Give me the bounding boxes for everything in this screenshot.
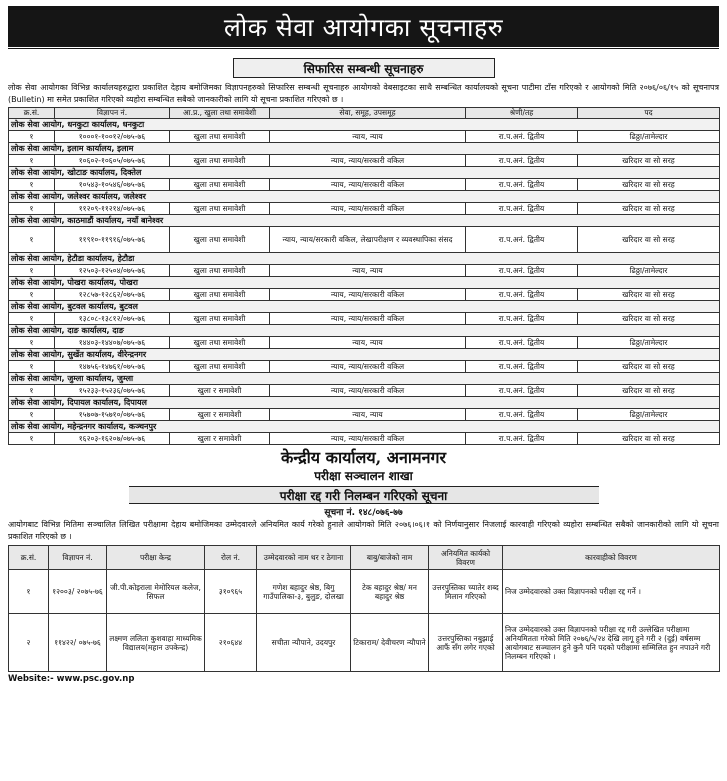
office-name: लोक सेवा आयोग, खोटाङ कार्यालय, दिक्तेल <box>9 167 720 179</box>
table-row <box>9 313 720 325</box>
table-cell: १ <box>9 227 55 253</box>
recommendation-intro: लोक सेवा आयोगका विभिन्न कार्यालयहरुद्वारा प्रकाशित देहाय बमोजिमका विज्ञापनहरुको सिफारिस सम्बन्धी सूचनाहरु आयोगको वेबसाइटका साथै सम्बन्धित कार्यालयको सूचना पाटीमा टाँस गरिएको र आयोगको मिति २०७६/०६/१५ को सूचनापत्र (Bulletin) मा समेत प्रकाशित गरिएको व्यहोरा सम्बन्धित सबैको जानकारीको लागि यो सूचना प्रकाशित गरिएको छ । <box>8 83 719 104</box>
table-cell: न्याय, न्याय <box>270 131 466 143</box>
recommendation-table <box>8 107 720 445</box>
table-row <box>9 203 720 215</box>
office-row <box>9 421 720 433</box>
notice-number: सूचना नं. १४८/०७६-७७ <box>324 508 403 518</box>
table-cell: टिकाराम/ देवीचरण न्यौपाने <box>351 614 429 672</box>
table-cell: २१०६४४ <box>205 614 257 672</box>
header-cell: कारवाहीको विवरण <box>503 546 720 570</box>
table-row <box>9 131 720 143</box>
table-cell: १०६०२-१०६०५/०७५-७६ <box>55 155 170 167</box>
banner-title: लोक सेवा आयोगका सूचनाहरु <box>8 6 719 50</box>
office-name: लोक सेवा आयोग, दाङ कार्यालय, दाङ <box>9 325 720 337</box>
branch-title: परीक्षा सञ्चालन शाखा <box>314 469 413 483</box>
table-cell: रा.प.अनं. द्वितीय <box>466 131 578 143</box>
table-cell: खुला तथा समावेशी <box>170 313 270 325</box>
table-cell: खरिदार वा सो सरह <box>578 155 720 167</box>
header-cell: क्र.सं. <box>9 546 49 570</box>
table-cell: न्याय, न्याय/सरकारी वकिल <box>270 179 466 191</box>
table-cell: उत्तरपुस्तिका च्यातेर शब्द मिलान गरिएको <box>429 570 503 614</box>
table-cell: उत्तरपुस्तिका नबुझाई आफैं सँग लगेर गएको <box>429 614 503 672</box>
table-cell: खरिदार वा सो सरह <box>578 385 720 397</box>
table-cell: जी.पी.कोइराला मेमोरियल कलेज, सिफल <box>107 570 205 614</box>
table-row <box>9 570 720 614</box>
office-row <box>9 277 720 289</box>
table-cell: १४७५६-१४७६१/०७५-७६ <box>55 361 170 373</box>
table-cell: टेक बहादुर श्रेष्ठ/ मन बहादुर श्रेष्ठ <box>351 570 429 614</box>
table-cell: १२००३/ २०७५-७६ <box>49 570 107 614</box>
office-row <box>9 373 720 385</box>
table-cell: ११२०९-११२१४/०७५-७६ <box>55 203 170 215</box>
table-cell: २ <box>9 614 49 672</box>
table-cell: रा.प.अनं. द्वितीय <box>466 155 578 167</box>
office-name: लोक सेवा आयोग, हेटौडा कार्यालय, हेटौडा <box>9 253 720 265</box>
table-cell: ढिठ्ठा/तामेल्दार <box>578 337 720 349</box>
recommendation-table-header <box>9 108 720 119</box>
table-cell: खुला र समावेशी <box>170 385 270 397</box>
table-cell: १ <box>9 179 55 191</box>
office-name: लोक सेवा आयोग, दिपायल कार्यालय, दिपायल <box>9 397 720 409</box>
table-cell: रा.प.अनं. द्वितीय <box>466 385 578 397</box>
table-cell: १ <box>9 409 55 421</box>
table-cell: खुला तथा समावेशी <box>170 337 270 349</box>
table-cell: सचीता न्यौपाने, उदयपुर <box>257 614 351 672</box>
suspension-table-header <box>9 546 720 570</box>
table-cell: १ <box>9 570 49 614</box>
table-cell: १ <box>9 361 55 373</box>
table-cell: खरिदार वा सो सरह <box>578 289 720 301</box>
table-row <box>9 409 720 421</box>
table-cell: रा.प.अनं. द्वितीय <box>466 409 578 421</box>
table-cell: १ <box>9 385 55 397</box>
table-row <box>9 289 720 301</box>
office-name: लोक सेवा आयोग, महेन्द्रनगर कार्यालय, कञ्चनपुर <box>9 421 720 433</box>
table-cell: १ <box>9 289 55 301</box>
office-name: लोक सेवा आयोग, काठमाडौं कार्यालय, नयाँ बानेश्वर <box>9 215 720 227</box>
office-row <box>9 349 720 361</box>
table-cell: निज उम्मेदवारको उक्त विज्ञापनको परीक्षा रद्द गर्ने । <box>503 570 720 614</box>
office-row <box>9 397 720 409</box>
table-cell: न्याय, न्याय/सरकारी वकिल <box>270 385 466 397</box>
office-name: लोक सेवा आयोग, पोखरा कार्यालय, पोखरा <box>9 277 720 289</box>
table-cell: खुला तथा समावेशी <box>170 361 270 373</box>
table-row <box>9 227 720 253</box>
table-cell: १३८०८-१३८१२/०७५-७६ <box>55 313 170 325</box>
table-cell: खुला र समावेशी <box>170 433 270 445</box>
suspension-table <box>8 545 720 672</box>
table-cell: १५२३३-१५२३६/०७५-७६ <box>55 385 170 397</box>
table-row <box>9 265 720 277</box>
table-cell: खुला तथा समावेशी <box>170 179 270 191</box>
header-cell: श्रेणी/तह <box>466 108 578 119</box>
header-cell: बाबु/बाजेको नाम <box>351 546 429 570</box>
office-name: लोक सेवा आयोग, जुम्ला कार्यालय, जुम्ला <box>9 373 720 385</box>
table-cell: खरिदार वा सो सरह <box>578 361 720 373</box>
table-cell: न्याय, न्याय <box>270 337 466 349</box>
table-cell: ११४२२/ ०७५-७६ <box>49 614 107 672</box>
header-cell: रोल नं. <box>205 546 257 570</box>
header-cell: क्र.सं. <box>9 108 55 119</box>
office-row <box>9 167 720 179</box>
table-cell: रा.प.अनं. द्वितीय <box>466 337 578 349</box>
table-cell: खुला तथा समावेशी <box>170 203 270 215</box>
table-cell: १२८५७-१२८६२/०७५-७६ <box>55 289 170 301</box>
table-cell: १ <box>9 337 55 349</box>
table-cell: १४४०३-१४४०७/०७५-७६ <box>55 337 170 349</box>
table-cell: न्याय, न्याय <box>270 265 466 277</box>
table-row <box>9 614 720 672</box>
table-cell: न्याय, न्याय/सरकारी वकिल <box>270 361 466 373</box>
table-cell: खुला तथा समावेशी <box>170 227 270 253</box>
website-url: Website:- www.psc.gov.np <box>8 674 135 684</box>
table-row <box>9 179 720 191</box>
header-cell: अनियमित कार्यको विवरण <box>429 546 503 570</box>
table-cell: निज उम्मेदवारको उक्त विज्ञापनको परीक्षा रद्द गरी उल्लेखित परीक्षामा अनियमितता गरेको मिति २०७६/५/२४ देखि लागू हुने गरी २ (दुई) वर्षसम्म आयोगबाट सञ्चालन हुने कुनै पनि पदको परीक्षामा सम्मिलित हुन नपाउने गरी निलम्बन गरिएको । <box>503 614 720 672</box>
office-name: लोक सेवा आयोग, सुर्खेत कार्यालय, वीरेन्द्रनगर <box>9 349 720 361</box>
table-cell: खुला र समावेशी <box>170 409 270 421</box>
table-row <box>9 155 720 167</box>
table-cell: खरिदार वा सो सरह <box>578 433 720 445</box>
table-cell: न्याय, न्याय/सरकारी वकिल <box>270 433 466 445</box>
table-cell: १ <box>9 131 55 143</box>
header-cell: विज्ञापन नं. <box>55 108 170 119</box>
table-cell: रा.प.अनं. द्वितीय <box>466 361 578 373</box>
table-cell: रा.प.अनं. द्वितीय <box>466 179 578 191</box>
table-cell: रा.प.अनं. द्वितीय <box>466 313 578 325</box>
table-cell: ढिठ्ठा/तामेल्दार <box>578 409 720 421</box>
table-cell: खरिदार वा सो सरह <box>578 179 720 191</box>
table-cell: खुला तथा समावेशी <box>170 131 270 143</box>
table-cell: न्याय, न्याय/सरकारी वकिल <box>270 155 466 167</box>
table-cell: ढिठ्ठा/तामेल्दार <box>578 131 720 143</box>
table-cell: १०५४३-१०५४६/०७५-७६ <box>55 179 170 191</box>
table-cell: १५७०७-१५७१०/०७५-७६ <box>55 409 170 421</box>
suspension-intro: आयोगबाट विभिन्न मितिमा सञ्चालित लिखित परीक्षामा देहाय बमोजिमका उम्मेदवारले अनियमित कार्य गरेको हुनाले आयोगको मिति २०७६।०६।१ को निर्णयानुसार निजलाई कारवाही गरिएको व्यहोरा सम्बन्धित सबैको जानकारीको लागि यो सूचना प्रकाशित गरिएको छ । <box>8 520 719 541</box>
office-row <box>9 215 720 227</box>
central-office-title: केन्द्रीय कार्यालय, अनामनगर <box>280 448 447 467</box>
table-cell: ११९१०-११९१६/०७५-७६ <box>55 227 170 253</box>
office-row <box>9 253 720 265</box>
header-cell: सेवा, समूह, उपसमूह <box>270 108 466 119</box>
header-cell: आ.प्र., खुला तथा समावेशी <box>170 108 270 119</box>
table-cell: न्याय, न्याय <box>270 409 466 421</box>
table-cell: १ <box>9 203 55 215</box>
office-row <box>9 119 720 131</box>
table-cell: रा.प.अनं. द्वितीय <box>466 265 578 277</box>
table-cell: न्याय, न्याय/सरकारी वकिल <box>270 313 466 325</box>
table-cell: खुला तथा समावेशी <box>170 155 270 167</box>
table-cell: ढिठ्ठा/तामेल्दार <box>578 265 720 277</box>
header-cell: पद <box>578 108 720 119</box>
office-row <box>9 301 720 313</box>
table-cell: १ <box>9 433 55 445</box>
table-cell: न्याय, न्याय/सरकारी वकिल <box>270 203 466 215</box>
table-cell: न्याय, न्याय/सरकारी वकिल <box>270 289 466 301</box>
table-cell: १ <box>9 313 55 325</box>
table-cell: गणेश बहादुर श्रेष्ठ, बिगु गाउँपालिका-३, बुलुङ, दोलखा <box>257 570 351 614</box>
table-cell: खुला तथा समावेशी <box>170 289 270 301</box>
table-cell: खरिदार वा सो सरह <box>578 313 720 325</box>
table-cell: रा.प.अनं. द्वितीय <box>466 433 578 445</box>
table-row <box>9 433 720 445</box>
table-cell: खरिदार वा सो सरह <box>578 227 720 253</box>
table-cell: ३१०९६५ <box>205 570 257 614</box>
table-cell: लक्ष्मण ललिता कुशवाहा माध्यमिक विद्यालय(महान उपकेन्द्र) <box>107 614 205 672</box>
office-row <box>9 325 720 337</box>
table-cell: १ <box>9 265 55 277</box>
office-name: लोक सेवा आयोग, जलेश्वर कार्यालय, जलेश्वर <box>9 191 720 203</box>
office-row <box>9 143 720 155</box>
office-name: लोक सेवा आयोग, धनकुटा कार्यालय, धनकुटा <box>9 119 720 131</box>
suspension-notice-title: परीक्षा रद्द गरी निलम्बन गरिएको सूचना <box>129 486 599 504</box>
table-cell: रा.प.अनं. द्वितीय <box>466 203 578 215</box>
office-name: लोक सेवा आयोग, इलाम कार्यालय, इलाम <box>9 143 720 155</box>
recommendation-table-body <box>9 119 720 445</box>
table-cell: १६२०३-१६२०७/०७५-७६ <box>55 433 170 445</box>
header-cell: उम्मेदवारको नाम थर र ठेगाना <box>257 546 351 570</box>
table-row <box>9 361 720 373</box>
recommendation-section-title: सिफारिस सम्बन्धी सूचनाहरु <box>233 58 495 78</box>
table-row <box>9 385 720 397</box>
table-cell: १०००१-१००१२/०७५-७६ <box>55 131 170 143</box>
table-cell: १ <box>9 155 55 167</box>
table-cell: १२५०३-१२५०४/०७५-७६ <box>55 265 170 277</box>
table-cell: रा.प.अनं. द्वितीय <box>466 289 578 301</box>
office-name: लोक सेवा आयोग, बुटवल कार्यालय, बुटवल <box>9 301 720 313</box>
header-cell: विज्ञापन नं. <box>49 546 107 570</box>
table-cell: खुला तथा समावेशी <box>170 265 270 277</box>
office-row <box>9 191 720 203</box>
table-row <box>9 337 720 349</box>
table-cell: न्याय, न्याय/सरकारी वकिल, लेखापरीक्षण र व्यवस्थापिका संसद <box>270 227 466 253</box>
header-cell: परीक्षा केन्द्र <box>107 546 205 570</box>
table-cell: रा.प.अनं. द्वितीय <box>466 227 578 253</box>
table-cell: खरिदार वा सो सरह <box>578 203 720 215</box>
